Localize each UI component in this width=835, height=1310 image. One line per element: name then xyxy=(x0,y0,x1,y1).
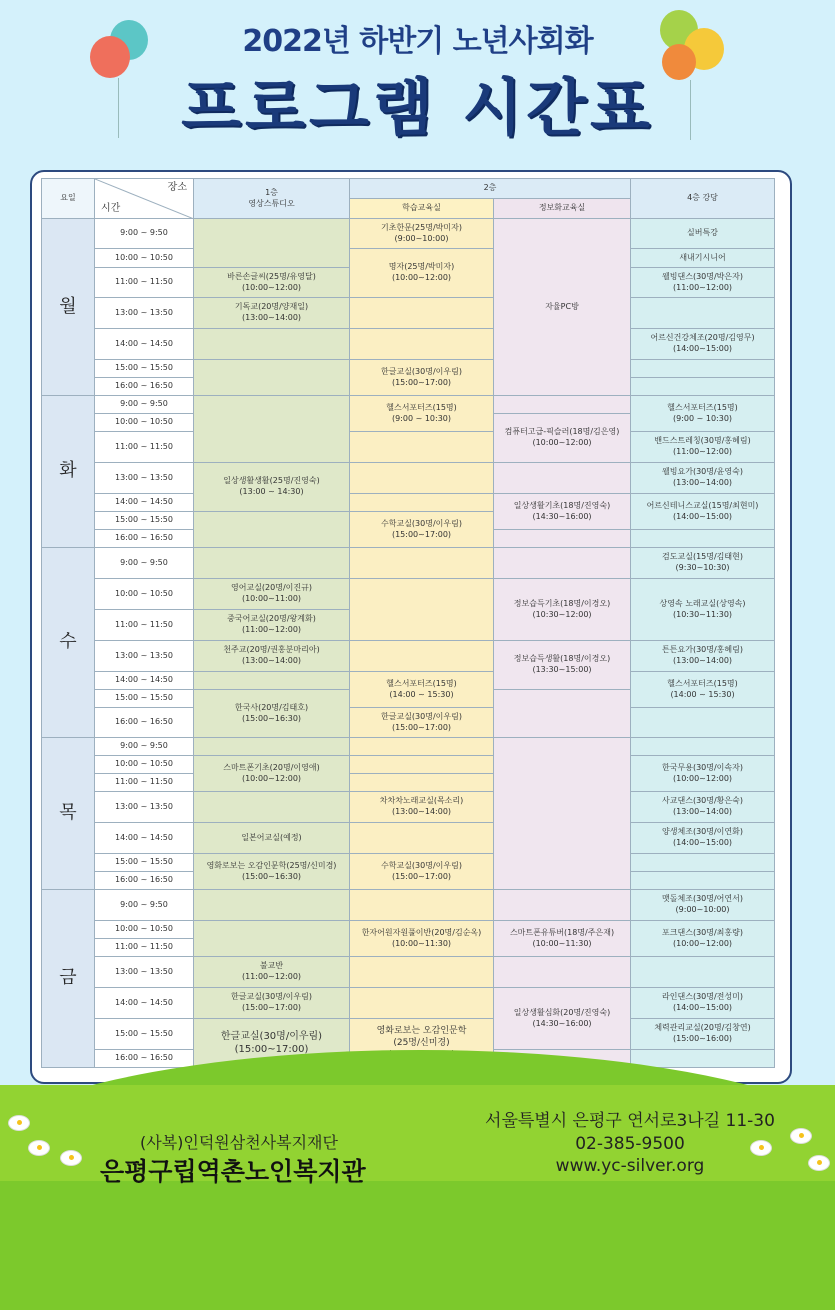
program-cell xyxy=(350,854,494,890)
program-cell xyxy=(631,463,775,494)
program-time: (15:00~17:00) xyxy=(391,377,452,387)
flower-icon xyxy=(8,1115,30,1131)
program-name: 사교댄스(30명/황은숙) xyxy=(662,796,743,806)
empty-cell xyxy=(350,432,494,463)
empty-cell xyxy=(350,738,494,756)
empty-cell xyxy=(631,298,775,329)
program-name: 헬스서포터즈(15명) xyxy=(386,678,457,688)
org-name: 은평구립역촌노인복지관 xyxy=(100,1157,366,1186)
program-time: (9:30~10:30) xyxy=(675,563,730,572)
program-cell xyxy=(631,249,775,268)
program-time: (14:00~15:00) xyxy=(672,1003,733,1012)
program-time: (14:00 ~ 15:30) xyxy=(389,689,454,699)
program-time: (10:00~12:00) xyxy=(672,938,733,948)
empty-cell xyxy=(350,756,494,774)
header-place-time xyxy=(95,179,194,219)
org-foundation: (사복)인덕원삼천사복지재단 xyxy=(140,1133,338,1152)
program-time: (13:00~14:00) xyxy=(672,807,733,816)
program-name: 한글교실(30명/이우림) xyxy=(381,366,462,376)
empty-cell xyxy=(494,690,631,738)
empty-cell xyxy=(350,957,494,988)
time-slot: 9:00 ~ 9:50 xyxy=(95,738,194,756)
program-cell xyxy=(194,854,350,890)
time-slot: 15:00 ~ 15:50 xyxy=(95,512,194,530)
day-wednesday: 수 xyxy=(42,548,95,738)
program-name: 포크댄스(30명/최홍량) xyxy=(662,927,743,937)
program-time: (10:00~12:00) xyxy=(672,773,733,783)
program-name: 양생체조(30명/이연화) xyxy=(662,827,743,837)
program-timetable xyxy=(41,178,775,1068)
time-slot: 11:00 ~ 11:50 xyxy=(95,939,194,957)
empty-cell xyxy=(494,396,631,414)
empty-cell xyxy=(631,872,775,890)
program-time: (14:30~16:00) xyxy=(532,1018,592,1028)
program-name: 일상생활기초(18명/진영숙) xyxy=(513,500,611,510)
program-cell xyxy=(194,298,350,329)
time-slot: 11:00 ~ 11:50 xyxy=(95,268,194,298)
program-time: (14:00~15:00) xyxy=(672,511,733,521)
program-cell xyxy=(194,579,350,610)
program-time: (10:00~12:00) xyxy=(532,438,592,447)
flower-icon xyxy=(60,1150,82,1166)
program-cell xyxy=(494,988,631,1050)
program-time: (13:00~14:00) xyxy=(241,656,302,665)
program-time: (14:30~16:00) xyxy=(532,511,592,521)
empty-cell xyxy=(494,548,631,579)
program-sub: (25명/신미경) xyxy=(393,1037,450,1048)
time-slot: 11:00 ~ 11:50 xyxy=(95,432,194,463)
program-time: (9:00~10:00) xyxy=(675,905,730,914)
program-name: 정보습득생활(18명/이경오) xyxy=(513,654,611,664)
program-name: 헬스서포터즈(15명) xyxy=(667,402,738,412)
time-slot: 13:00 ~ 13:50 xyxy=(95,463,194,494)
empty-cell xyxy=(494,530,631,548)
empty-cell xyxy=(350,463,494,494)
time-slot: 11:00 ~ 11:50 xyxy=(95,774,194,792)
program-name: 수학교실(30명/이우림) xyxy=(381,518,462,528)
day-tuesday: 화 xyxy=(42,396,95,548)
program-name: 튼튼요가(30명/홍혜림) xyxy=(662,645,743,655)
empty-cell xyxy=(350,890,494,921)
program-cell xyxy=(350,396,494,432)
program-name: 차차차노래교실(목소리) xyxy=(379,796,464,806)
program-cell xyxy=(194,756,350,792)
program-time: (11:00~12:00) xyxy=(241,972,302,981)
empty-cell xyxy=(494,738,631,890)
program-cell xyxy=(350,249,494,298)
program-cell xyxy=(494,641,631,690)
program-name: 웰빙댄스(30명/박은자) xyxy=(662,271,743,281)
program-time: (15:00~16:00) xyxy=(672,1034,733,1043)
empty-cell xyxy=(631,957,775,988)
time-slot: 10:00 ~ 10:50 xyxy=(95,579,194,610)
empty-cell xyxy=(350,774,494,792)
program-cell xyxy=(631,890,775,921)
empty-cell xyxy=(350,329,494,360)
program-time: (14:00~15:00) xyxy=(672,344,733,353)
time-slot: 13:00 ~ 13:50 xyxy=(95,641,194,672)
time-slot: 13:00 ~ 13:50 xyxy=(95,792,194,823)
empty-cell xyxy=(631,854,775,872)
program-cell xyxy=(631,672,775,708)
program-cell xyxy=(350,360,494,396)
program-time: (11:00~12:00) xyxy=(241,625,302,634)
program-cell xyxy=(194,610,350,641)
program-time: (15:00~17:00) xyxy=(391,722,452,732)
program-time: (11:00~12:00) xyxy=(672,447,733,456)
program-time: (10:00~12:00) xyxy=(391,273,452,282)
program-name: 명자(25명/박미자) xyxy=(388,262,455,272)
program-time: (10:30~11:30) xyxy=(672,609,733,619)
program-cell xyxy=(494,579,631,641)
empty-cell xyxy=(494,463,631,494)
time-slot: 13:00 ~ 13:50 xyxy=(95,957,194,988)
empty-cell xyxy=(631,738,775,756)
program-time: (11:00~12:00) xyxy=(672,282,733,292)
page-title: 프로그램 시간표 xyxy=(181,71,654,144)
program-name: 맷돌체조(30명/어연서) xyxy=(662,894,743,904)
program-name: 영화로보는 오감인문학(25명/신미경) xyxy=(206,860,337,870)
program-name: 컴퓨터고급-픽슬러(18명/김은영) xyxy=(504,427,620,437)
program-time: (13:30~15:00) xyxy=(532,665,592,674)
time-slot: 9:00 ~ 9:50 xyxy=(95,890,194,921)
program-name: 한국무용(30명/이속자) xyxy=(662,762,743,772)
program-time: (9:00 ~ 10:30) xyxy=(391,413,452,423)
empty-cell xyxy=(194,329,350,360)
empty-cell xyxy=(350,494,494,512)
program-time: (10:00~12:00) xyxy=(241,282,302,292)
phone: 02-385-9500 xyxy=(575,1133,685,1154)
empty-cell xyxy=(194,672,350,690)
program-name: 어르신건강체조(20명/김영무) xyxy=(650,333,755,343)
program-cell xyxy=(350,708,494,738)
program-name: 기독교(20명/양재일) xyxy=(234,302,309,312)
program-name: 일상생활생활(25명/진영숙) xyxy=(223,476,320,486)
program-cell xyxy=(350,921,494,957)
program-time: (9:00 ~ 10:30) xyxy=(672,413,733,423)
program-time: (14:00~15:00) xyxy=(672,838,733,847)
program-name: 실버특강 xyxy=(687,228,718,238)
header-floor2: 2층 xyxy=(350,179,631,199)
program-name: 일본어교실(예정) xyxy=(241,832,302,842)
time-slot: 14:00 ~ 14:50 xyxy=(95,823,194,854)
program-cell xyxy=(631,329,775,360)
program-name: 스마트폰유튜버(18명/주은재) xyxy=(509,927,615,937)
program-cell xyxy=(494,921,631,957)
empty-cell xyxy=(494,957,631,988)
program-name: 영어교실(20명/이진규) xyxy=(231,583,312,593)
program-time: (15:00~16:30) xyxy=(241,871,302,881)
header-time: 시간 xyxy=(101,202,121,214)
program-time: (14:00 ~ 15:30) xyxy=(670,689,735,699)
time-slot: 9:00 ~ 9:50 xyxy=(95,219,194,249)
program-time: (13:00~14:00) xyxy=(672,656,733,665)
program-time: (15:00~16:30) xyxy=(241,713,302,723)
empty-cell xyxy=(350,579,494,641)
empty-cell xyxy=(631,360,775,378)
program-name: 웰빙요가(30명/윤영숙) xyxy=(662,467,743,477)
program-cell xyxy=(631,579,775,641)
time-slot: 16:00 ~ 16:50 xyxy=(95,1050,194,1068)
program-time: (10:00~11:30) xyxy=(391,938,452,948)
empty-cell xyxy=(194,360,350,396)
day-friday: 금 xyxy=(42,890,95,1068)
program-name: 밴드스트레칭(30명/홍혜림) xyxy=(654,436,751,446)
header-day: 요일 xyxy=(42,179,95,219)
program-cell xyxy=(194,823,350,854)
flower-icon xyxy=(28,1140,50,1156)
day-thursday: 목 xyxy=(42,738,95,890)
program-time: (13:00~14:00) xyxy=(391,807,452,816)
program-cell xyxy=(194,641,350,672)
program-cell xyxy=(631,921,775,957)
program-name: 자율PC방 xyxy=(545,301,579,311)
empty-cell xyxy=(631,530,775,548)
empty-cell xyxy=(194,219,350,268)
program-cell xyxy=(631,756,775,792)
program-time: (9:00~10:00) xyxy=(394,233,449,243)
empty-cell xyxy=(194,512,350,548)
time-slot: 11:00 ~ 11:50 xyxy=(95,610,194,641)
time-slot: 9:00 ~ 9:50 xyxy=(95,396,194,414)
program-cell xyxy=(631,219,775,249)
program-name: 바른손글씨(25명/유영달) xyxy=(227,271,316,281)
program-cell xyxy=(631,268,775,298)
empty-cell xyxy=(194,738,350,756)
time-slot: 16:00 ~ 16:50 xyxy=(95,530,194,548)
program-cell xyxy=(194,988,350,1019)
empty-cell xyxy=(194,548,350,579)
program-cell xyxy=(631,494,775,530)
time-slot: 9:00 ~ 9:50 xyxy=(95,548,194,579)
time-slot: 15:00 ~ 15:50 xyxy=(95,360,194,378)
program-name: 라인댄스(30명/전성미) xyxy=(662,992,743,1002)
program-name: 수학교실(30명/이우림) xyxy=(381,860,462,870)
program-cell xyxy=(194,690,350,738)
time-slot: 10:00 ~ 10:50 xyxy=(95,414,194,432)
program-cell xyxy=(194,957,350,988)
program-name: 한자어원자원풀이반(20명/김순옥) xyxy=(361,927,482,937)
empty-cell xyxy=(194,396,350,463)
empty-cell xyxy=(631,708,775,738)
time-slot: 16:00 ~ 16:50 xyxy=(95,378,194,396)
program-cell xyxy=(631,792,775,823)
header-place: 장소 xyxy=(167,182,187,193)
program-time: (15:00~17:00) xyxy=(391,871,452,881)
program-cell xyxy=(631,641,775,672)
program-cell xyxy=(494,219,631,396)
time-slot: 14:00 ~ 14:50 xyxy=(95,988,194,1019)
program-cell xyxy=(194,268,350,298)
program-name: 어르신테니스교실(15명/최현미) xyxy=(646,500,759,510)
program-name: 기초한문(25명/박미자) xyxy=(381,222,462,232)
header-floor4: 4층 강당 xyxy=(631,179,775,219)
program-name: 일상생활심화(20명/진영숙) xyxy=(513,1007,611,1017)
program-name: 검도교실(15명/김태현) xyxy=(662,552,743,562)
empty-cell xyxy=(194,890,350,921)
empty-cell xyxy=(350,988,494,1019)
program-cell xyxy=(350,792,494,823)
empty-cell xyxy=(631,378,775,396)
program-cell xyxy=(631,548,775,579)
program-cell xyxy=(350,219,494,249)
program-cell xyxy=(631,823,775,854)
address: 서울특별시 은평구 연서로3나길 11-30 xyxy=(485,1111,775,1131)
program-cell xyxy=(631,988,775,1019)
empty-cell xyxy=(350,548,494,579)
empty-cell xyxy=(350,641,494,672)
program-time: (10:00~12:00) xyxy=(241,773,302,783)
program-name: 상영속 노래교실(상영속) xyxy=(659,598,746,608)
time-slot: 10:00 ~ 10:50 xyxy=(95,249,194,268)
program-time: (13:00~14:00) xyxy=(672,478,733,487)
time-slot: 10:00 ~ 10:50 xyxy=(95,921,194,939)
program-name: 천주교(20명/권홍분마리아) xyxy=(223,645,320,655)
program-cell xyxy=(631,432,775,463)
program-name: 스마트폰기초(20명/이영애) xyxy=(223,762,320,772)
program-time: (13:00~14:00) xyxy=(241,313,302,322)
empty-cell xyxy=(194,792,350,823)
program-name: 정보습득기초(18명/이경오) xyxy=(513,598,611,608)
time-slot: 13:00 ~ 13:50 xyxy=(95,298,194,329)
header-floor1 xyxy=(194,179,350,219)
program-time: (10:00~11:30) xyxy=(532,938,592,948)
day-monday: 월 xyxy=(42,219,95,396)
time-slot: 16:00 ~ 16:50 xyxy=(95,708,194,738)
floor1-room: 영상스튜디오 xyxy=(248,198,295,208)
program-time: (10:00~11:00) xyxy=(241,594,302,603)
program-name: 한국사(20명/김태호) xyxy=(234,702,309,712)
floor1-label: 1층 xyxy=(265,187,278,197)
program-name: 헬스서포터즈(15명) xyxy=(386,402,457,412)
time-slot: 10:00 ~ 10:50 xyxy=(95,756,194,774)
time-slot: 15:00 ~ 15:50 xyxy=(95,854,194,872)
empty-cell xyxy=(194,921,350,957)
program-name: 불교반 xyxy=(259,961,284,971)
header-info-room: 정보화교육실 xyxy=(494,199,631,219)
program-cell xyxy=(494,414,631,463)
empty-cell xyxy=(631,1050,775,1068)
program-cell xyxy=(494,494,631,530)
program-name: 새내기시니어 xyxy=(679,252,726,262)
program-cell xyxy=(350,512,494,548)
time-slot: 14:00 ~ 14:50 xyxy=(95,494,194,512)
program-name: 한글교실(30명/이우림) xyxy=(220,1030,323,1042)
time-slot: 16:00 ~ 16:50 xyxy=(95,872,194,890)
program-time: (10:30~12:00) xyxy=(532,609,592,619)
time-slot: 14:00 ~ 14:50 xyxy=(95,329,194,360)
program-name: 영화로보는 오감인문학 xyxy=(376,1025,467,1036)
program-name: 체력관리교실(20명/김창연) xyxy=(654,1023,751,1033)
program-name: 한글교실(30명/이우림) xyxy=(231,992,312,1002)
program-cell xyxy=(350,672,494,708)
time-slot: 14:00 ~ 14:50 xyxy=(95,672,194,690)
program-time: (15:00~17:00) xyxy=(234,1044,309,1055)
program-name: 헬스서포터즈(15명) xyxy=(667,678,738,688)
header-learning-room: 학습교육실 xyxy=(350,199,494,219)
program-cell xyxy=(194,463,350,512)
program-time: (15:00~17:00) xyxy=(241,1003,302,1012)
empty-cell xyxy=(350,823,494,854)
program-time: (13:00 ~ 14:30) xyxy=(239,487,304,496)
time-slot: 15:00 ~ 15:50 xyxy=(95,1019,194,1050)
program-name: 중국어교실(20명/왕계화) xyxy=(227,614,316,624)
program-cell xyxy=(631,396,775,432)
time-slot: 15:00 ~ 15:50 xyxy=(95,690,194,708)
page-subtitle: 2022년 하반기 노년사회화 xyxy=(242,24,593,59)
program-time: (15:00~17:00) xyxy=(391,529,452,539)
program-cell xyxy=(631,1019,775,1050)
empty-cell xyxy=(494,890,631,921)
empty-cell xyxy=(350,298,494,329)
contact-block xyxy=(440,1110,820,1178)
website-link[interactable]: www.yc-silver.org xyxy=(555,1156,705,1177)
program-name: 한글교실(30명/이우림) xyxy=(381,711,462,721)
